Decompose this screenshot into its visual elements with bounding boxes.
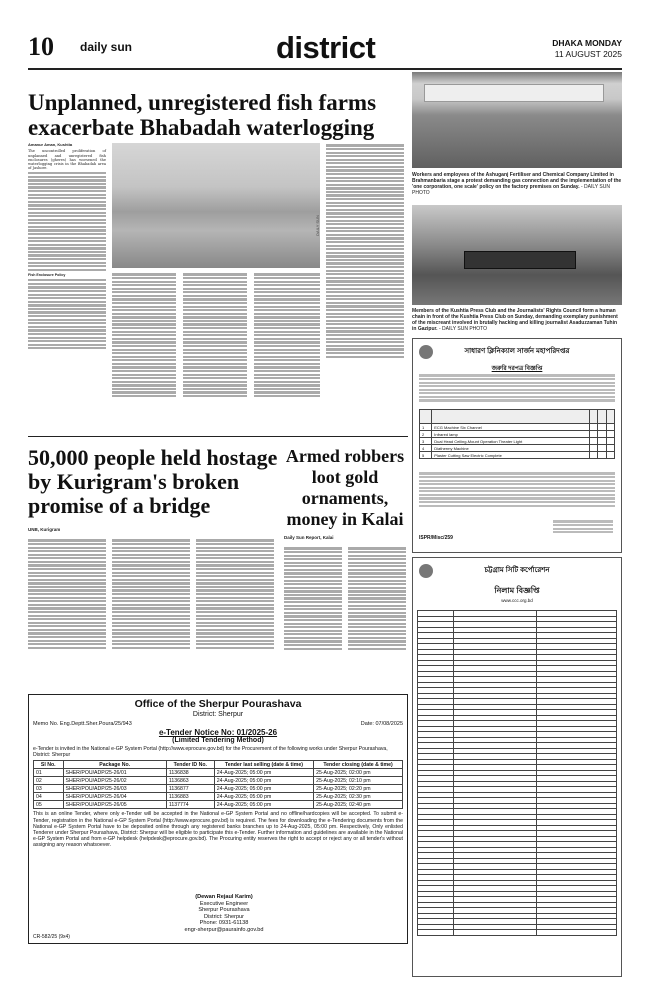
tender-sign-district: District: Sherpur: [203, 913, 245, 920]
ad2-table: [417, 610, 617, 936]
photo-human-chain-caption: [412, 308, 622, 332]
section-title: district: [276, 30, 376, 65]
photo-protest-credit: - DAILY SUN PHOTO: [412, 184, 610, 196]
cell: 25-Aug-2025; 02:30 pm: [314, 793, 403, 801]
table-row: [34, 777, 403, 785]
ad1-title: সাধারণ ক্লিনিক্যাল সার্জন মহাপরিদপ্তর: [464, 348, 570, 355]
cell: 25-Aug-2025; 02:00 pm: [314, 769, 403, 777]
col-last-selling: Tender last selling (date & time): [214, 761, 313, 769]
story1-col3: [183, 272, 247, 399]
cell: 05: [34, 801, 64, 809]
photo-human-chain: [412, 205, 622, 305]
ad1-items-table: 1 ECG Machine Six Channel 2 Infrared lamp 3 Dual Head Ceiling-Mount Operation Theater Light 4 Diathermy Machine 5 Plaster Cutting Saw Electric Complete: [419, 409, 615, 459]
story1-headline: Unplanned, unregistered fish farms exacerbate Bhabadah waterlogging: [28, 90, 377, 140]
photo-protest: [412, 72, 622, 168]
bangla-tender-ad: [412, 338, 622, 553]
ad2-url: www.ccc.org.bd: [501, 598, 533, 603]
story1-byline: Amanur Aman, Kushtia: [28, 142, 73, 147]
tender-intro: e-Tender is invited in the National e-GP System Portal (http://www.eprocure.gov.bd) for the Procurement of the following works under Sherpur Pourashava, District: Sherpur: [33, 746, 388, 759]
story1-col2: [112, 272, 176, 399]
story1-lead: The uncontrolled proliferation of unplanned and unregistered fish enclosures (gheres) has worsened the waterlogging crisis in the Bhabadah area of Jashore.: [28, 149, 106, 171]
cell: 04: [34, 793, 64, 801]
ad1-item-2: Infrared lamp: [432, 431, 589, 438]
dateline-city: DHAKA MONDAY: [552, 38, 622, 48]
table-row: [34, 785, 403, 793]
cell: 24-Aug-2025; 05:00 pm: [214, 769, 313, 777]
photo-credit-vertical: DAILY SUN: [315, 215, 321, 236]
story2-col2: [112, 538, 190, 650]
masthead-rule: [28, 68, 622, 70]
cell: SHER/POU/ADP/25-26/03: [63, 785, 166, 793]
ad1-item-5: Plaster Cutting Saw Electric Complete: [432, 452, 589, 459]
human-chain-banner: [464, 251, 576, 269]
dateline-date: 11 AUGUST 2025: [554, 49, 622, 59]
cell: 1137774: [166, 801, 214, 809]
cell: SHER/POU/ADP/25-26/01: [63, 769, 166, 777]
ad1-ispr: ISPR/Misc/259: [419, 535, 453, 541]
photo-human-chain-caption-text: Members of the Kushtia Press Club and the Journalists' Rights Council form a human chain in front of the Kushtia Press Club on Sunday, demanding exemplary punishment of the miscreant involved in brutally hacking and killing journalist Asaduzzaman Tuhin in Gazipur.: [412, 308, 618, 332]
tender-sign-office: Sherpur Pourashava: [198, 907, 250, 914]
col-closing: Tender closing (date & time): [314, 761, 403, 769]
ad1-item-1: ECG Machine Six Channel: [432, 424, 589, 431]
protest-banner: [424, 84, 604, 102]
ad1-subtitle: জরুরি দরপত্র বিজ্ঞপ্তি: [491, 366, 543, 372]
cell: SHER/POU/ADP/25-26/05: [63, 801, 166, 809]
ad2-title: চট্টগ্রাম সিটি কর্পোরেশন: [484, 567, 550, 574]
cell: 24-Aug-2025; 05:00 pm: [214, 793, 313, 801]
ad1-signature: [553, 519, 613, 535]
cell: 1136883: [166, 793, 214, 801]
tender-notice-no: e-Tender Notice No: 01/2025-26: [158, 728, 278, 737]
ad1-text: [419, 373, 615, 403]
story3-col1: [284, 546, 342, 651]
cell: 24-Aug-2025; 05:00 pm: [214, 777, 313, 785]
story3-headline: Armed robbers loot gold ornaments, money in Kalai: [285, 446, 405, 529]
photo-protest-caption: [412, 172, 622, 196]
ad2-subtitle: নিলাম বিজ্ঞপ্তি: [494, 586, 540, 595]
story2-byline: UNB, Kurigram: [28, 527, 61, 532]
cell: 1136838: [166, 769, 214, 777]
tender-district: District: Sherpur: [192, 711, 244, 718]
col-tender-id: Tender ID No.: [166, 761, 214, 769]
cell: 25-Aug-2025; 02:20 pm: [314, 785, 403, 793]
tender-signature-block: [149, 888, 299, 934]
masthead: [28, 28, 622, 66]
cell: 03: [34, 785, 64, 793]
ad1-item-4: Diathermy Machine: [432, 445, 589, 452]
cell: 25-Aug-2025; 02:40 pm: [314, 801, 403, 809]
tender-office: Office of the Sherpur Pourashava: [134, 698, 302, 710]
story1-col4: [254, 272, 320, 399]
tender-table: [33, 760, 403, 809]
col-sl: Sl No.: [34, 761, 64, 769]
story2-col1: [28, 538, 106, 650]
table-row: [34, 769, 403, 777]
story1-body-2: [28, 279, 106, 349]
tender-sign-title: Executive Engineer: [199, 900, 249, 907]
table-row: [34, 801, 403, 809]
story3-byline: Daily Sun Report, Kalai: [284, 535, 334, 540]
photo-human-chain-credit: - DAILY SUN PHOTO: [438, 326, 488, 332]
tender-notice: [28, 694, 408, 944]
cell: 1136877: [166, 785, 214, 793]
ad1-item-3: Dual Head Ceiling-Mount Operation Theater Light: [432, 438, 589, 445]
cell: SHER/POU/ADP/25-26/04: [63, 793, 166, 801]
story1-subhead: Fish Enclosure Policy: [28, 272, 66, 277]
story3-col2: [348, 546, 406, 651]
table-row: [34, 793, 403, 801]
story1-photo: [112, 143, 320, 268]
tender-phone: Phone: 0931-61138: [199, 920, 249, 927]
cell: 01: [34, 769, 64, 777]
tender-date: Date: 07/08/2025: [360, 721, 403, 727]
photo-protest-caption-text: Workers and employees of the Ashuganj Fertiliser and Chemical Company Limited in Brahmanbaria stage a protest demanding gas connection and the implementation of the 'one corporation, one scale' policy on the factory premises on Sunday.: [412, 172, 622, 190]
page-number: 10: [28, 32, 54, 61]
cell: 02: [34, 777, 64, 785]
tender-memo: Memo No. Eng.Deptt.Sher.Poura/25/943: [33, 721, 132, 727]
tender-body: This is an online Tender, where only e-Tender will be accepted in the National e-GP System Portal and no offline/hardcopies will be accepted. To submit e-Tender, registration in the National e-GP System Portal (http://www.eprocure.gov.bd) is required. The fees for downloading the e-Tendering documents from the National e-GP System Portal have to be deposited online through any registered banks branches up to 24-Aug-2025, 05:00 pm. Respectively, Only enlisted Tenderer under Sherpur Pourashava, District: Sherpur will be eligible to participate this e-Tender. Further information and guidelines are available in the National e-GP System Portal and from e-GP helpdesk (helpdesk@eprocure.gov.bd). The Procuring entity reserves the right to accept or reject any or all tender's without assigning any reason whatsoever.: [33, 811, 403, 848]
story1-col5: [326, 143, 404, 359]
tender-signatory: (Dewan Rejaul Karim): [195, 894, 253, 900]
tender-code: CR-582/25 (9x4): [33, 934, 70, 940]
col-package: Package No.: [63, 761, 166, 769]
cell: SHER/POU/ADP/25-26/02: [63, 777, 166, 785]
tender-method: (Limited Tendering Method): [172, 737, 264, 744]
cell: 24-Aug-2025; 05:00 pm: [214, 785, 313, 793]
cell: 25-Aug-2025; 02:10 pm: [314, 777, 403, 785]
story2-col3: [196, 538, 274, 650]
story1-col1: [28, 143, 106, 351]
section-label: daily sun: [80, 40, 133, 54]
tender-email: engr-sherpur@paurainfo.gov.bd: [184, 926, 264, 933]
story1-body-1: [28, 172, 106, 271]
divider-left-mid: [28, 436, 408, 437]
cell: 24-Aug-2025; 05:00 pm: [214, 801, 313, 809]
bangla-auction-ad: [412, 557, 622, 977]
ad1-notes: [419, 471, 615, 508]
story2-headline: 50,000 people held hostage by Kurigram's broken promise of a bridge: [28, 445, 278, 518]
cell: 1136863: [166, 777, 214, 785]
